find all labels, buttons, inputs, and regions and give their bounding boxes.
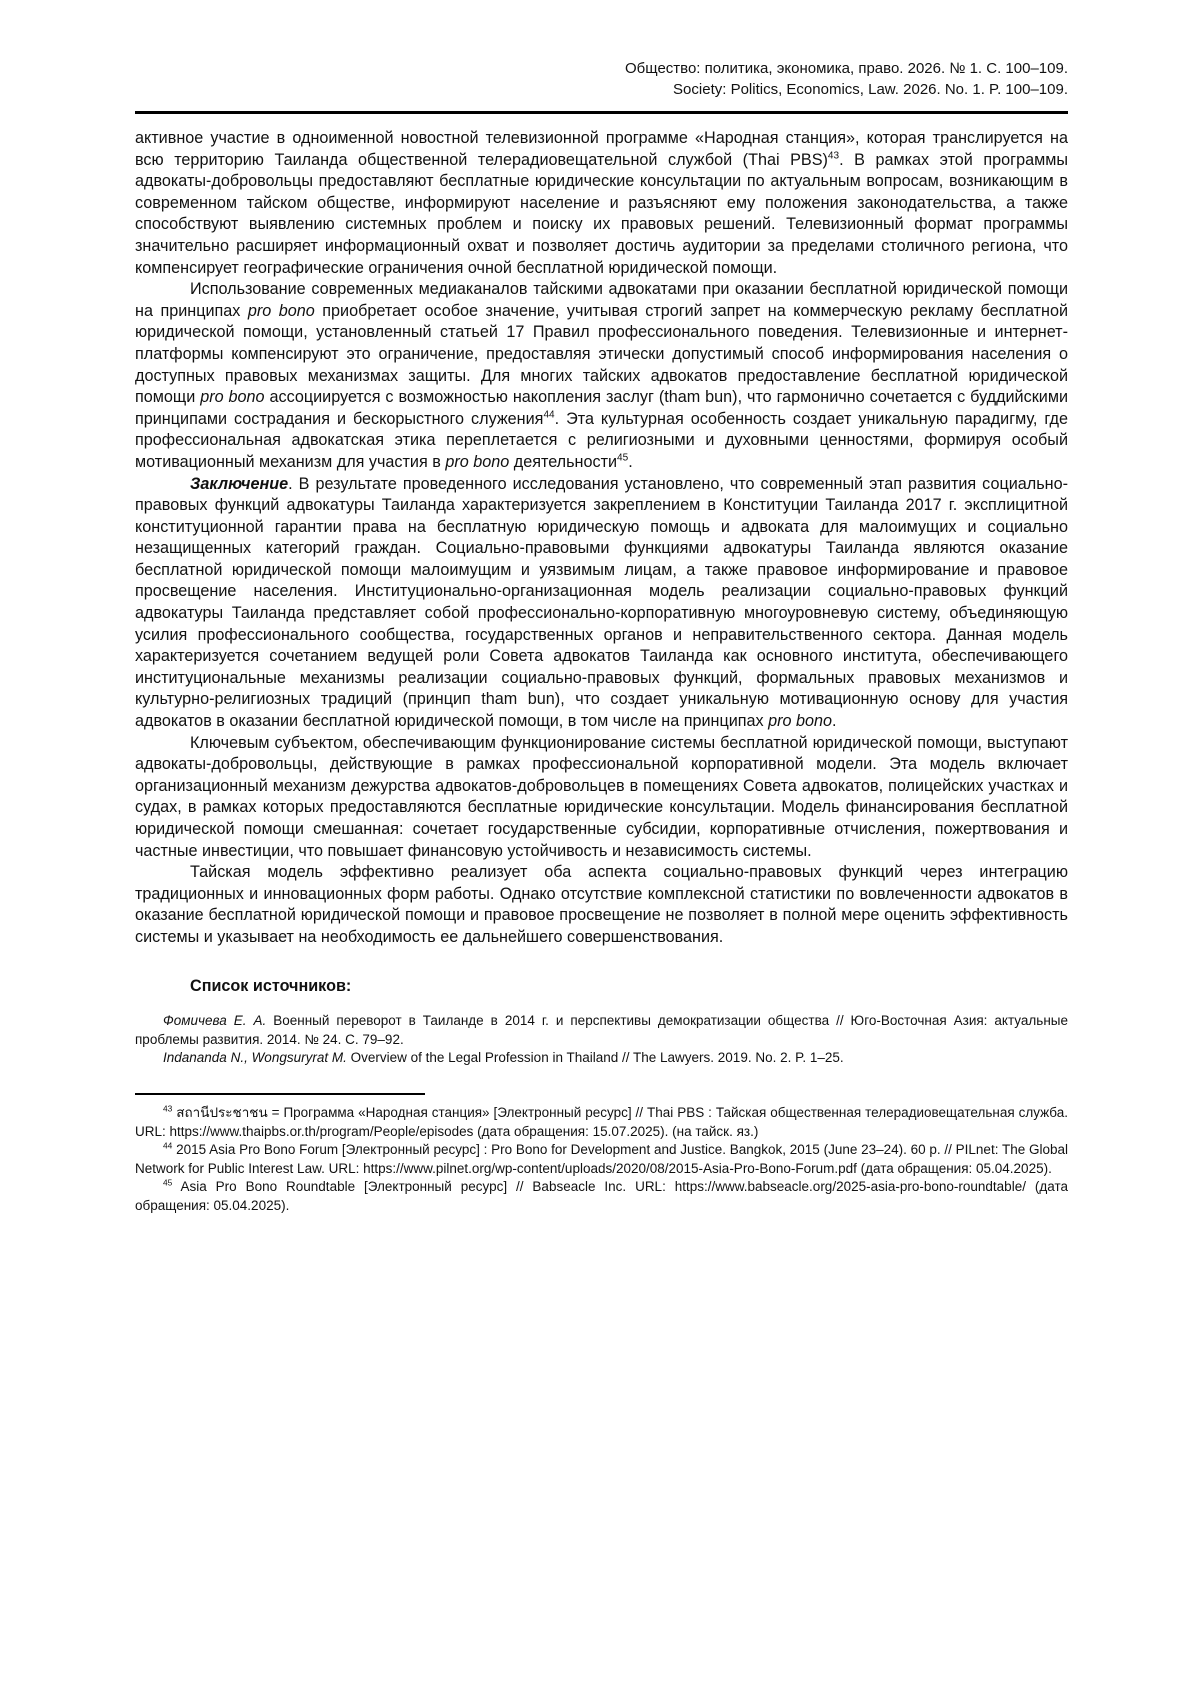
text-run: . В результате проведенного исследования установлено, что современный этап развития социально-правовых функций адвокатуры Таиланда характеризуется закреплением в Конституции Таиланда 2017 г. эксплицитной конституционной гарантии права на бесплатную юридическую помощь и адвоката для малоимущих и социально незащищенных категорий граждан. Социально-правовыми функциями адвокатуры Таиланда являются оказание бесплатной юридической помощи малоимущим и уязвимым лицам, а также правовое информирование и правовое просвещение населения. Институционально-организационная модель реализации социально-правовых функций адвокатуры Таиланда представляет собой профессионально-корпоративную многоуровневую систему, объединяющую усилия профессионального сообщества, государственных органов и неправительственного сектора. Данная модель характеризуется сочетанием ведущей роли Совета адвокатов Таиланда как основного института, обеспечивающего институциональные механизмы реализации социально-правовых функций, формальных правовых механизмов и культурно-религиозных традиций (принцип tham bun), что создает уникальную мотивационную основу для участия адвокатов в оказании бесплатной юридической помощи, в том числе на принципах [135,474,1068,731]
text-run: Заключение [190,474,289,493]
journal-header [135,58,1068,100]
text-run: 2015 Asia Pro Bono Forum [Электронный ресурс] : Pro Bono for Development and Justice. Bangkok, 2015 (June 23–24). 60 p. // PILnet: The Global Network for Public Interest Law. URL: https://www.pilnet.org/wp-content/uploads/2020/08/2015-Asia-Pro-Bono-Forum.pdf (дата обращения: 05.04.2025). [135,1142,1068,1176]
text-run: . [832,712,837,731]
footnote-separator [135,1093,425,1095]
paragraph [135,128,1068,279]
text-run: . [628,452,633,471]
text-run: pro bono [200,388,265,407]
footnote-number: 43 [163,1103,173,1114]
text-run: . Эта культурная особенность создает уникальную парадигму, где профессиональная адвокатская этика переплетается с религиозными и духовными ценностями, формируя особый мотивационный механизм для участия в [135,409,1068,471]
footnote [135,1178,1068,1215]
text-run: Фомичева Е. А. [163,1013,267,1029]
text-run: Использование современных медиаканалов тайскими адвокатами при оказании бесплатной юридической помощи на принципах [135,280,1068,320]
footnotes-section [135,1104,1068,1216]
footnote-ref: 45 [617,452,629,464]
paragraph [135,862,1068,948]
text-run: Asia Pro Bono Roundtable [Электронный ресурс] // Babseacle Inc. URL: https://www.babseacle.org/2025-asia-pro-bono-roundtable/ (дата обращения: 05.04.2025). [135,1179,1068,1213]
paragraph [135,474,1068,733]
text-run: Тайская модель эффективно реализует оба аспекта социально-правовых функций через интеграцию традиционных и инновационных форм работы. Однако отсутствие комплексной статистики по вовлеченности адвокатов в оказание бесплатной юридической помощи и правовое просвещение не позволяет в полной мере оценить эффективность системы и указывает на необходимость ее дальнейшего совершенствования. [135,863,1068,946]
text-run: pro bono [247,301,315,320]
sources-list [135,1012,1068,1068]
footnote [135,1141,1068,1178]
text-run: Overview of the Legal Profession in Thailand // The Lawyers. 2019. No. 2. P. 1–25. [346,1050,844,1066]
source-item [135,1012,1068,1049]
text-run: สถานีประชาชน = Программа «Народная станция» [Электронный ресурс] // Thai PBS : Тайская общественная телерадиовещательная служба. URL: https://www.thaipbs.or.th/program/People/episodes (дата обращения: 15.07.2025). (на тайск. яз.) [135,1104,1068,1139]
footnote-ref: 44 [543,409,555,421]
header-rule [135,111,1068,114]
article-body [135,128,1068,949]
footnote-ref: 43 [827,150,840,162]
text-run: pro bono [445,452,510,471]
text-run: активное участие в одноименной новостной телевизионной программе «Народная станция», которая транслируется на всю территорию Таиланда общественной телерадиовещательной службой (Thai PBS) [135,129,1068,169]
journal-citation-en: Society: Politics, Economics, Law. 2026. No. 1. P. 100–109. [673,81,1068,98]
paragraph [135,733,1068,863]
footnote-number: 44 [163,1140,173,1151]
text-run: деятельности [509,452,618,471]
sources-heading: Список источников: [190,976,352,995]
footnote-number: 45 [163,1177,173,1188]
text-run: pro bono [768,712,833,731]
text-run: Indananda N., Wongsuryrat M. [163,1050,347,1066]
journal-citation-ru: Общество: политика, экономика, право. 2026. № 1. С. 100–109. [625,60,1068,77]
text-run: Военный переворот в Таиланде в 2014 г. и перспективы демократизации общества // Юго-Восточная Азия: актуальные проблемы развития. 2014. № 24. С. 79–92. [135,1013,1068,1047]
paragraph [135,279,1068,473]
text-run: ассоциируется с возможностью накопления заслуг (tham bun), что гармонично сочетается с буддийскими принципами сострадания и бескорыстного служения [135,388,1068,428]
text-run: Ключевым субъектом, обеспечивающим функционирование системы бесплатной юридической помощи, выступают адвокаты-добровольцы, действующие в рамках профессиональной корпоративной модели. Эта модель включает организационный механизм дежурства адвокатов-добровольцев в помещениях Совета адвокатов, полицейских участках и судах, в рамках которых предоставляются бесплатные юридические консультации. Модель финансирования бесплатной юридической помощи смешанная: сочетает государственные субсидии, корпоративные отчисления, пожертвования и частные инвестиции, что повышает финансовую устойчивость и независимость системы. [135,733,1068,860]
text-run: . В рамках этой программы адвокаты-добровольцы предоставляют бесплатные юридические консультации по актуальным вопросам, возникающим в современном тайском обществе, информируют население и разъясняют ему положения законодательства, а также способствуют выявлению системных проблем и поиску их правовых решений. Телевизионный формат программы значительно расширяет информационный охват и позволяет достичь аудитории за пределами столичного региона, что компенсирует географические ограничения очной бесплатной юридической помощи. [135,150,1068,277]
source-item [135,1049,1068,1068]
text-run: приобретает особое значение, учитывая строгий запрет на коммерческую рекламу бесплатной юридической помощи, установленный статьей 17 Правил профессионального поведения. Телевизионные и интернет-платформы компенсируют это ограничение, предоставляя этически допустимый способ информирования населения о доступных правовых механизмах защиты. Для многих тайских адвокатов предоставление бесплатной юридической помощи [135,301,1068,407]
footnote [135,1104,1068,1141]
